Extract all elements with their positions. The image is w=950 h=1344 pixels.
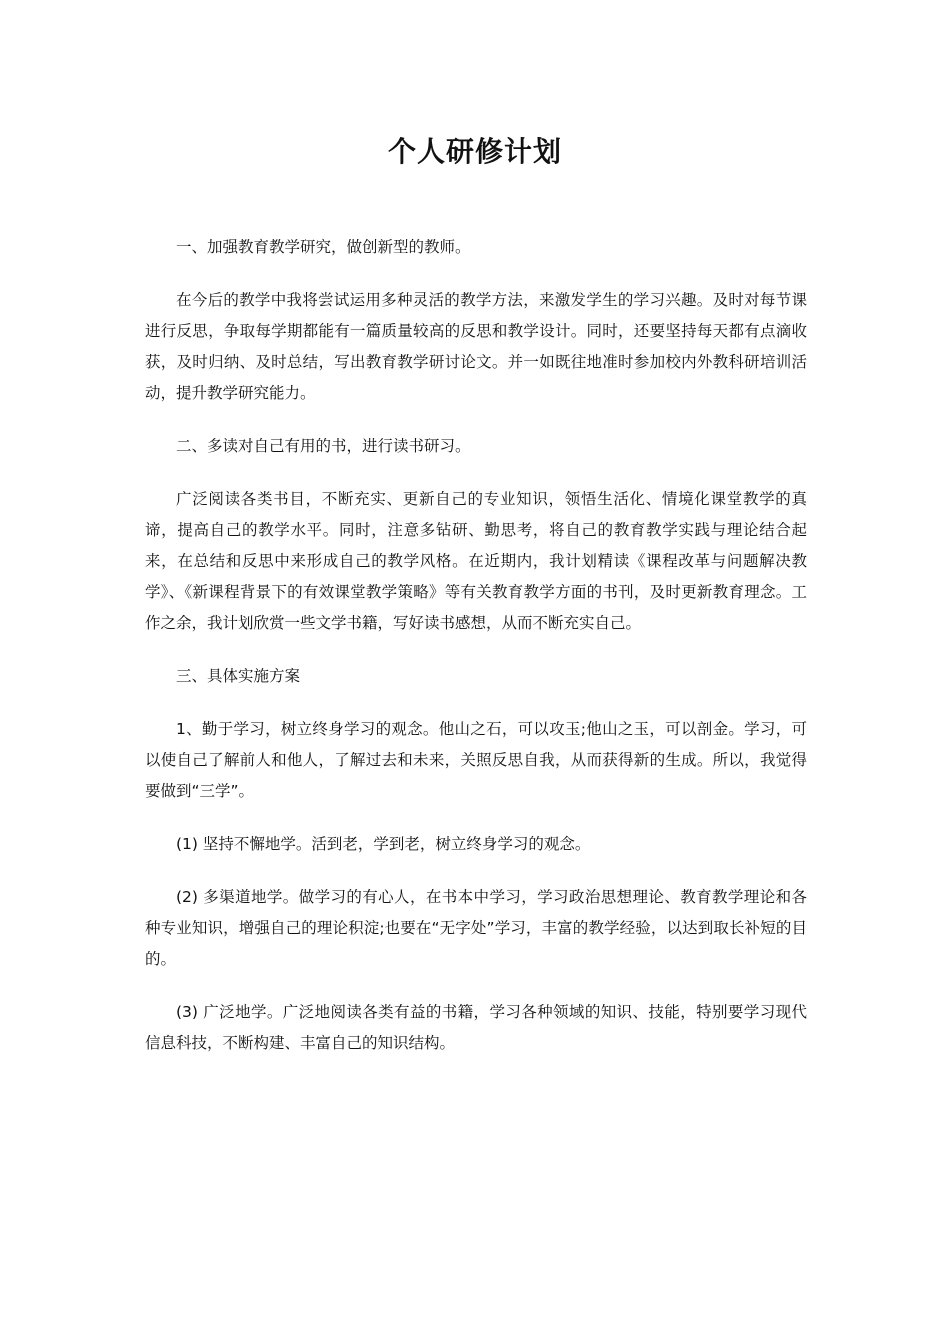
section-heading-2: 二、多读对自己有用的书，进行读书研习。: [176, 437, 471, 455]
paragraph-3: 1、勤于学习，树立终身学习的观念。他山之石，可以攻玉;他山之玉，可以剖金。学习，可以使自己了解前人和他人，了解过去和未来，关照反思自我，从而获得新的生成。所以，我觉得要做到“三学”。: [145, 720, 807, 800]
paragraph-2: 广泛阅读各类书目，不断充实、更新自己的专业知识，领悟生活化、情境化课堂教学的真谛，提高自己的教学水平。同时，注意多钻研、勤思考，将自己的教育教学实践与理论结合起来，在总结和反思中来形成自己的教学风格。在近期内，我计划精读《课程改革与问题解决教学》、《新课程背景下的有效课堂教学策略》等有关教育教学方面的书刊，及时更新教育理念。工作之余，我计划欣赏一些文学书籍，写好读书感想，从而不断充实自己。: [145, 490, 807, 632]
document-title: 个人研修计划: [387, 135, 562, 168]
list-item-3: (3) 广泛地学。广泛地阅读各类有益的书籍，学习各种领域的知识、技能，特别要学习现代信息科技，不断构建、丰富自己的知识结构。: [145, 1003, 807, 1052]
list-item-2: (2) 多渠道地学。做学习的有心人，在书本中学习，学习政治思想理论、教育教学理论和各种专业知识，增强自己的理论积淀;也要在“无字处”学习，丰富的教学经验，以达到取长补短的目的。: [145, 888, 807, 968]
document-body: [145, 232, 807, 1081]
section-heading-1: 一、加强教育教学研究，做创新型的教师。: [176, 238, 471, 256]
list-item-1: (1) 坚持不懈地学。活到老，学到老，树立终身学习的观念。: [176, 835, 591, 853]
paragraph-1: 在今后的教学中我将尝试运用多种灵活的教学方法，来激发学生的学习兴趣。及时对每节课进行反思，争取每学期都能有一篇质量较高的反思和教学设计。同时，还要坚持每天都有点滴收获，及时归纳、及时总结，写出教育教学研讨论文。并一如既往地准时参加校内外教科研培训活动，提升教学研究能力。: [145, 291, 807, 402]
section-heading-3: 三、具体实施方案: [176, 667, 301, 685]
